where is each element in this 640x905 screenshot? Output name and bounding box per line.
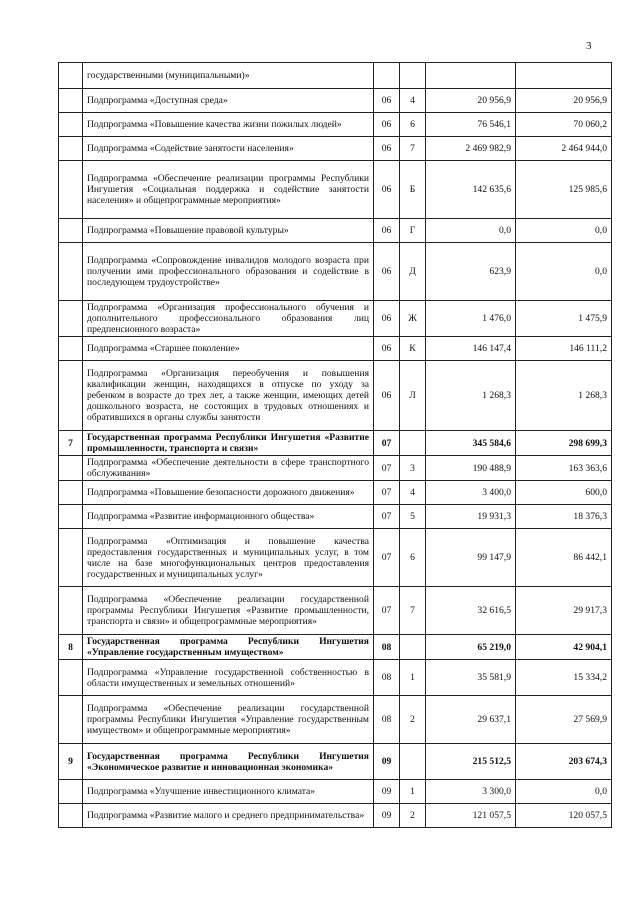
subprogram-row bbox=[59, 161, 612, 219]
subprogram-code-cell bbox=[400, 63, 426, 89]
program-code-cell: 07 bbox=[374, 481, 400, 505]
subprogram-code-cell: Г bbox=[400, 219, 426, 243]
program-code-cell: 07 bbox=[374, 431, 400, 456]
row-number-cell bbox=[59, 529, 83, 587]
program-name-cell: Подпрограмма «Сопровождение инвалидов молодого возраста при получении ими профессионального образования и содействие в последующем трудоустройстве» bbox=[83, 243, 374, 301]
row-number-cell bbox=[59, 660, 83, 696]
program-code-cell: 09 bbox=[374, 744, 400, 780]
planned-amount-cell: 19 931,3 bbox=[426, 505, 516, 529]
subprogram-row bbox=[59, 481, 612, 505]
planned-amount-cell bbox=[426, 63, 516, 89]
planned-amount-cell: 32 616,5 bbox=[426, 587, 516, 635]
row-number-cell bbox=[59, 219, 83, 243]
subprogram-code-cell: 5 bbox=[400, 505, 426, 529]
executed-amount-cell: 600,0 bbox=[516, 481, 612, 505]
subprogram-row bbox=[59, 529, 612, 587]
planned-amount-cell: 20 956,9 bbox=[426, 89, 516, 113]
row-number-cell bbox=[59, 337, 83, 361]
subprogram-code-cell: 4 bbox=[400, 89, 426, 113]
program-code-cell: 06 bbox=[374, 161, 400, 219]
planned-amount-cell: 29 637,1 bbox=[426, 696, 516, 744]
executed-amount-cell: 15 334,2 bbox=[516, 660, 612, 696]
program-code-cell: 09 bbox=[374, 780, 400, 804]
executed-amount-cell: 27 569,9 bbox=[516, 696, 612, 744]
program-name-cell: Подпрограмма «Обеспечение реализации государственной программы Республики Ингушетия «Развитие промышленности, транспорта и связи» и общепрограммные мероприятия» bbox=[83, 587, 374, 635]
subprogram-code-cell: 1 bbox=[400, 780, 426, 804]
program-code-cell: 07 bbox=[374, 505, 400, 529]
program-code-cell bbox=[374, 63, 400, 89]
planned-amount-cell: 215 512,5 bbox=[426, 744, 516, 780]
executed-amount-cell: 20 956,9 bbox=[516, 89, 612, 113]
executed-amount-cell: 1 475,9 bbox=[516, 301, 612, 337]
executed-amount-cell: 0,0 bbox=[516, 780, 612, 804]
planned-amount-cell: 3 300,0 bbox=[426, 780, 516, 804]
program-name-cell: Подпрограмма «Развитие информационного общества» bbox=[83, 505, 374, 529]
row-number-cell: 9 bbox=[59, 744, 83, 780]
planned-amount-cell: 623,9 bbox=[426, 243, 516, 301]
program-code-cell: 06 bbox=[374, 219, 400, 243]
program-code-cell: 09 bbox=[374, 804, 400, 828]
program-code-cell: 07 bbox=[374, 456, 400, 481]
subprogram-row bbox=[59, 587, 612, 635]
planned-amount-cell: 76 546,1 bbox=[426, 113, 516, 137]
subprogram-code-cell: Б bbox=[400, 161, 426, 219]
executed-amount-cell: 86 442,1 bbox=[516, 529, 612, 587]
subprogram-row bbox=[59, 137, 612, 161]
planned-amount-cell: 65 219,0 bbox=[426, 635, 516, 660]
subprogram-code-cell bbox=[400, 744, 426, 780]
subprogram-row bbox=[59, 456, 612, 481]
subprogram-row bbox=[59, 301, 612, 337]
executed-amount-cell bbox=[516, 63, 612, 89]
row-number-cell bbox=[59, 481, 83, 505]
subprogram-code-cell: 6 bbox=[400, 113, 426, 137]
program-code-cell: 06 bbox=[374, 301, 400, 337]
subprogram-row bbox=[59, 804, 612, 828]
executed-amount-cell: 2 464 944,0 bbox=[516, 137, 612, 161]
subprogram-code-cell: 1 bbox=[400, 660, 426, 696]
program-name-cell: Подпрограмма «Доступная среда» bbox=[83, 89, 374, 113]
subprogram-row bbox=[59, 696, 612, 744]
row-number-cell bbox=[59, 456, 83, 481]
table-body bbox=[59, 63, 612, 828]
program-name-cell: Государственная программа Республики Ингушетия «Развитие промышленности, транспорта и связи» bbox=[83, 431, 374, 456]
program-code-cell: 06 bbox=[374, 89, 400, 113]
program-name-cell: Подпрограмма «Развитие малого и среднего предпринимательства» bbox=[83, 804, 374, 828]
executed-amount-cell: 1 268,3 bbox=[516, 361, 612, 431]
row-number-cell bbox=[59, 301, 83, 337]
row-number-cell bbox=[59, 780, 83, 804]
program-name-cell: Подпрограмма «Старшее поколение» bbox=[83, 337, 374, 361]
budget-table bbox=[58, 62, 612, 828]
row-number-cell bbox=[59, 63, 83, 89]
planned-amount-cell: 345 584,6 bbox=[426, 431, 516, 456]
row-number-cell bbox=[59, 804, 83, 828]
program-name-cell: государственными (муниципальными)» bbox=[83, 63, 374, 89]
subprogram-code-cell: 3 bbox=[400, 456, 426, 481]
program-name-cell: Подпрограмма «Повышение безопасности дорожного движения» bbox=[83, 481, 374, 505]
subprogram-code-cell: 6 bbox=[400, 529, 426, 587]
subprogram-row bbox=[59, 780, 612, 804]
planned-amount-cell: 1 268,3 bbox=[426, 361, 516, 431]
executed-amount-cell: 70 060,2 bbox=[516, 113, 612, 137]
executed-amount-cell: 29 917,3 bbox=[516, 587, 612, 635]
subprogram-row bbox=[59, 113, 612, 137]
subprogram-row bbox=[59, 505, 612, 529]
row-number-cell bbox=[59, 137, 83, 161]
subprogram-row bbox=[59, 361, 612, 431]
program-code-cell: 07 bbox=[374, 587, 400, 635]
executed-amount-cell: 0,0 bbox=[516, 219, 612, 243]
program-code-cell: 06 bbox=[374, 337, 400, 361]
program-name-cell: Государственная программа Республики Ингушетия «Управление государственным имуществом» bbox=[83, 635, 374, 660]
subprogram-code-cell: 2 bbox=[400, 696, 426, 744]
subprogram-code-cell: 7 bbox=[400, 587, 426, 635]
program-code-cell: 06 bbox=[374, 137, 400, 161]
subprogram-row bbox=[59, 89, 612, 113]
planned-amount-cell: 146 147,4 bbox=[426, 337, 516, 361]
subprogram-code-cell: Д bbox=[400, 243, 426, 301]
row-number-cell bbox=[59, 505, 83, 529]
program-name-cell: Подпрограмма «Содействие занятости населения» bbox=[83, 137, 374, 161]
subprogram-code-cell bbox=[400, 635, 426, 660]
subprogram-code-cell: Ж bbox=[400, 301, 426, 337]
row-number-cell: 7 bbox=[59, 431, 83, 456]
executed-amount-cell: 18 376,3 bbox=[516, 505, 612, 529]
executed-amount-cell: 0,0 bbox=[516, 243, 612, 301]
subprogram-code-cell: 4 bbox=[400, 481, 426, 505]
planned-amount-cell: 1 476,0 bbox=[426, 301, 516, 337]
program-row bbox=[59, 431, 612, 456]
row-number-cell bbox=[59, 696, 83, 744]
subprogram-row bbox=[59, 660, 612, 696]
program-name-cell: Подпрограмма «Управление государственной собственностью в области имущественных и земельных отношений» bbox=[83, 660, 374, 696]
subprogram-row bbox=[59, 337, 612, 361]
planned-amount-cell: 35 581,9 bbox=[426, 660, 516, 696]
program-code-cell: 06 bbox=[374, 113, 400, 137]
subprogram-row bbox=[59, 243, 612, 301]
subprogram-code-cell bbox=[400, 431, 426, 456]
subprogram-code-cell: Л bbox=[400, 361, 426, 431]
program-row bbox=[59, 635, 612, 660]
program-code-cell: 06 bbox=[374, 243, 400, 301]
program-row bbox=[59, 744, 612, 780]
planned-amount-cell: 121 057,5 bbox=[426, 804, 516, 828]
program-name-cell: Подпрограмма «Улучшение инвестиционного климата» bbox=[83, 780, 374, 804]
subprogram-code-cell: 7 bbox=[400, 137, 426, 161]
program-code-cell: 08 bbox=[374, 635, 400, 660]
executed-amount-cell: 120 057,5 bbox=[516, 804, 612, 828]
subprogram-row bbox=[59, 219, 612, 243]
program-name-cell: Подпрограмма «Обеспечение деятельности в сфере транспортного обслуживания» bbox=[83, 456, 374, 481]
program-code-cell: 08 bbox=[374, 660, 400, 696]
subprogram-code-cell: К bbox=[400, 337, 426, 361]
program-code-cell: 08 bbox=[374, 696, 400, 744]
planned-amount-cell: 0,0 bbox=[426, 219, 516, 243]
program-name-cell: Государственная программа Республики Ингушетия «Экономическое развитие и инновационная экономика» bbox=[83, 744, 374, 780]
program-name-cell: Подпрограмма «Повышение качества жизни пожилых людей» bbox=[83, 113, 374, 137]
executed-amount-cell: 163 363,6 bbox=[516, 456, 612, 481]
planned-amount-cell: 142 635,6 bbox=[426, 161, 516, 219]
executed-amount-cell: 125 985,6 bbox=[516, 161, 612, 219]
program-name-cell: Подпрограмма «Обеспечение реализации программы Республики Ингушетия «Социальная поддержка и содействие занятости населения» и общепрограммные мероприятия» bbox=[83, 161, 374, 219]
page-number: 3 bbox=[586, 40, 592, 52]
program-name-cell: Подпрограмма «Организация переобучения и повышения квалификации женщин, находящихся в отпуске по уходу за ребенком в возрасте до трех лет, а также женщин, имеющих детей дошкольного возраста, не состоящих в трудовых отношениях и обратившихся в органы службы занятости bbox=[83, 361, 374, 431]
planned-amount-cell: 99 147,9 bbox=[426, 529, 516, 587]
row-number-cell bbox=[59, 243, 83, 301]
subprogram-row bbox=[59, 63, 612, 89]
program-name-cell: Подпрограмма «Повышение правовой культуры» bbox=[83, 219, 374, 243]
row-number-cell: 8 bbox=[59, 635, 83, 660]
executed-amount-cell: 203 674,3 bbox=[516, 744, 612, 780]
program-name-cell: Подпрограмма «Обеспечение реализации государственной программы Республики Ингушетия «Управление государственным имуществом» и общепрограммные мероприятия» bbox=[83, 696, 374, 744]
program-code-cell: 07 bbox=[374, 529, 400, 587]
row-number-cell bbox=[59, 89, 83, 113]
row-number-cell bbox=[59, 361, 83, 431]
planned-amount-cell: 3 400,0 bbox=[426, 481, 516, 505]
executed-amount-cell: 146 111,2 bbox=[516, 337, 612, 361]
planned-amount-cell: 2 469 982,9 bbox=[426, 137, 516, 161]
program-code-cell: 06 bbox=[374, 361, 400, 431]
program-name-cell: Подпрограмма «Организация профессионального обучения и дополнительного профессионального образования лиц предпенсионного возраста» bbox=[83, 301, 374, 337]
row-number-cell bbox=[59, 587, 83, 635]
subprogram-code-cell: 2 bbox=[400, 804, 426, 828]
planned-amount-cell: 190 488,9 bbox=[426, 456, 516, 481]
executed-amount-cell: 42 904,1 bbox=[516, 635, 612, 660]
program-name-cell: Подпрограмма «Оптимизация и повышение качества предоставления государственных и муниципальных услуг, в том числе на базе многофункциональных центров предоставления государственных и муниципальных услуг» bbox=[83, 529, 374, 587]
row-number-cell bbox=[59, 161, 83, 219]
executed-amount-cell: 298 699,3 bbox=[516, 431, 612, 456]
row-number-cell bbox=[59, 113, 83, 137]
